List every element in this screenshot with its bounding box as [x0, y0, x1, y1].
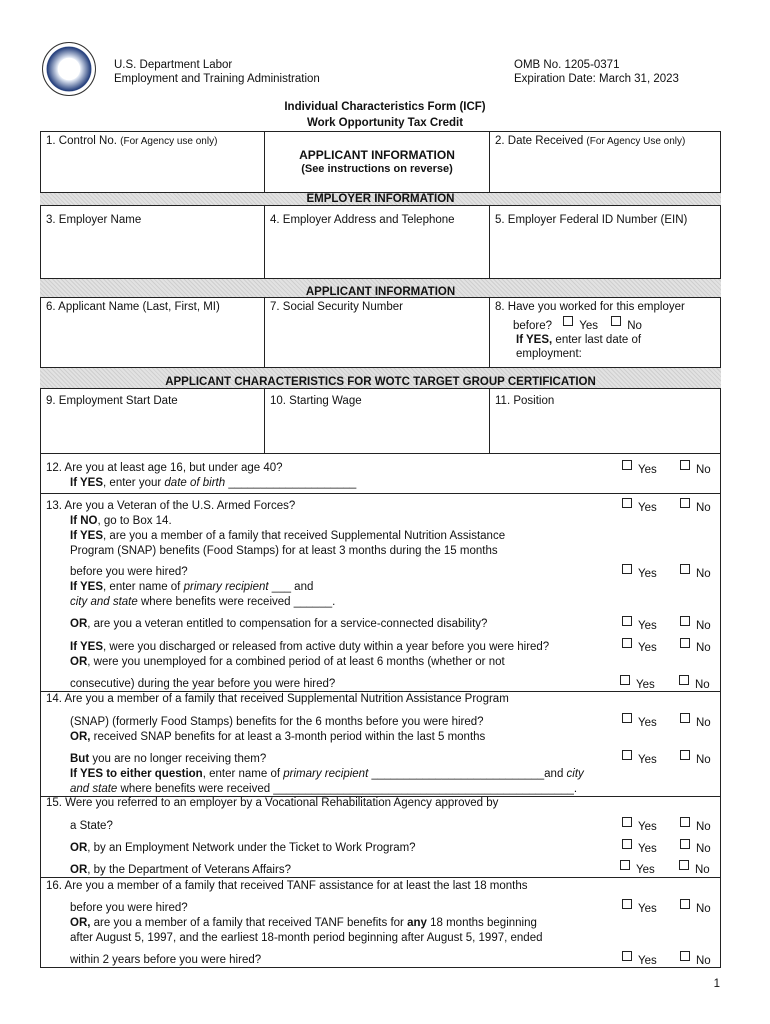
no-label: No — [696, 642, 711, 654]
worked-before-field — [490, 298, 720, 364]
position-label: 11. Position — [495, 395, 555, 407]
q13-disability-yes-checkbox[interactable] — [622, 619, 657, 633]
question-13 — [46, 499, 606, 559]
checkbox-icon — [622, 638, 632, 648]
checkbox-icon — [611, 316, 621, 326]
yes-label: Yes — [636, 679, 655, 691]
no-label: No — [695, 679, 710, 691]
question-13-part-2 — [46, 565, 606, 610]
question-15-state — [46, 819, 606, 834]
q12-text: 12. Are you at least age 16, but under age 40? — [46, 462, 283, 474]
yes-label: Yes — [638, 754, 657, 766]
start-date-field[interactable] — [41, 392, 263, 450]
checkbox-icon — [622, 713, 632, 723]
q16-or: OR, — [70, 917, 91, 929]
control-number-field[interactable] — [41, 132, 263, 190]
no-label: No — [696, 754, 711, 766]
q13-snap-text-2: Program (SNAP) benefits (Food Stamps) for at least 3 months during the 15 months — [70, 545, 498, 557]
q14-snap-no-checkbox[interactable] — [680, 716, 711, 730]
question-14 — [46, 692, 646, 707]
position-field[interactable] — [490, 392, 720, 450]
checkbox-icon — [680, 899, 690, 909]
wotc-band: APPLICANT CHARACTERISTICS FOR WOTC TARGET GROUP CERTIFICATION — [40, 367, 721, 389]
q13-unemployed-yes-checkbox[interactable] — [620, 678, 655, 692]
q15-a-state: a State? — [70, 820, 113, 832]
if-yes-label: If YES, — [516, 334, 553, 346]
no-label: No — [696, 955, 711, 967]
yes-label: Yes — [638, 568, 657, 580]
employer-ein-label: 5. Employer Federal ID Number (EIN) — [495, 214, 688, 226]
q15-ticket-yes-checkbox[interactable] — [622, 842, 657, 856]
date-received-field[interactable] — [490, 132, 720, 190]
question-14-part-3 — [46, 752, 646, 797]
checkbox-icon — [622, 750, 632, 760]
starting-wage-field[interactable] — [265, 392, 489, 450]
q13-discharge-no-checkbox[interactable] — [680, 641, 711, 655]
form-subtitle: Work Opportunity Tax Credit — [306, 117, 464, 129]
q13-snap-yes-checkbox[interactable] — [622, 567, 657, 581]
dol-seal-logo — [42, 42, 96, 96]
checkbox-icon — [680, 951, 690, 961]
q14-and-state: and state — [70, 783, 118, 795]
no-label: No — [696, 464, 711, 476]
checkbox-icon — [622, 817, 632, 827]
q14-and: ___________________________and — [371, 768, 564, 780]
no-label: No — [696, 903, 711, 915]
q13-snap-no-checkbox[interactable] — [680, 567, 711, 581]
question-16-part-3 — [46, 953, 606, 968]
applicant-info-title: APPLICANT INFORMATION — [299, 148, 455, 162]
q14-text: 14. Are you a member of a family that received Supplemental Nutrition Assistance Program — [46, 693, 509, 705]
q13-if-no: If NO — [70, 515, 98, 527]
employer-address-label: 4. Employer Address and Telephone — [270, 214, 455, 226]
department-name: U.S. Department Labor — [114, 59, 233, 71]
q16-months-text: 18 months beginning — [430, 917, 537, 929]
q14-city: city — [566, 768, 584, 780]
q16-within-no-checkbox[interactable] — [680, 954, 711, 968]
employer-name-label: 3. Employer Name — [46, 214, 142, 226]
page-number: 1 — [713, 978, 720, 990]
q13-veteran-yes-checkbox[interactable] — [622, 501, 657, 515]
q14-no-longer-no-checkbox[interactable] — [680, 753, 711, 767]
q12-yes-checkbox[interactable] — [622, 463, 657, 477]
checkbox-icon — [679, 860, 689, 870]
question-13-disability — [46, 617, 606, 632]
omb-info — [514, 58, 679, 86]
yes-label: Yes — [638, 717, 657, 729]
no-label: No — [696, 821, 711, 833]
no-label: No — [696, 568, 711, 580]
q13-disability-text: , are you a veteran entitled to compensation for a service-connected disability? — [87, 618, 488, 630]
q13-or-2: OR — [70, 656, 88, 668]
q14-no-longer: you are no longer receiving them? — [92, 753, 267, 765]
q13-discharge-text: , were you discharged or released from active duty within a year before you were hired? — [103, 641, 550, 653]
q13-if-yes-3: If YES — [70, 641, 104, 653]
yes-label: Yes — [638, 843, 657, 855]
q16-text: 16. Are you a member of a family that received TANF assistance for at least the last 18 months — [46, 880, 528, 892]
employer-name-field[interactable] — [41, 211, 263, 275]
q15-va-yes-checkbox[interactable] — [620, 863, 655, 877]
date-received-note: (For Agency Use only) — [586, 136, 686, 147]
checkbox-icon — [563, 316, 573, 326]
q15-va-no-checkbox[interactable] — [679, 863, 710, 877]
q12-no-checkbox[interactable] — [680, 463, 711, 477]
q15-ticket-no-checkbox[interactable] — [680, 842, 711, 856]
yes-label: Yes — [638, 821, 657, 833]
q15-va-text: , by the Department of Veterans Affairs? — [87, 864, 291, 876]
q14-enter-name: , enter name of — [202, 768, 281, 780]
no-label: No — [627, 320, 642, 332]
q14-if-yes: If YES to either question — [70, 768, 203, 780]
checkbox-icon — [622, 839, 632, 849]
q13-discharge-yes-checkbox[interactable] — [622, 641, 657, 655]
yes-label: Yes — [638, 620, 657, 632]
checkbox-icon — [680, 616, 690, 626]
checkbox-icon — [622, 564, 632, 574]
q15-state-yes-checkbox[interactable] — [622, 820, 657, 834]
applicant-info-heading — [265, 146, 489, 178]
q14-or: OR, — [70, 731, 91, 743]
checkbox-icon — [680, 750, 690, 760]
checkbox-icon — [622, 460, 632, 470]
checkbox-icon — [622, 498, 632, 508]
q13-or: OR — [70, 618, 88, 630]
checkbox-icon — [680, 460, 690, 470]
checkbox-icon — [680, 564, 690, 574]
no-label: No — [696, 620, 711, 632]
q13-unemployed-no-checkbox[interactable] — [679, 678, 710, 692]
applicant-name-label: 6. Applicant Name (Last, First, MI) — [46, 301, 220, 313]
q13-primary-recipient: primary recipient — [183, 581, 269, 593]
q14-no-longer-yes-checkbox[interactable] — [622, 753, 657, 767]
q13-unemployed-text: , were you unemployed for a combined period of at least 6 months (whether or not — [87, 656, 505, 668]
form-title: Individual Characteristics Form (ICF) — [284, 101, 486, 113]
q13-if-yes: If YES — [70, 530, 104, 542]
q13-city-state: city and state — [70, 596, 138, 608]
checkbox-icon — [620, 860, 630, 870]
q13-and: ___ and — [271, 581, 314, 593]
last-date-label: enter last date of — [555, 334, 642, 346]
employment-label: employment: — [516, 348, 582, 360]
q16-tanf-text: are you a member of a family that received TANF benefits for — [93, 917, 404, 929]
q14-but: But — [70, 753, 90, 765]
q14-received-text: received SNAP benefits for at least a 3-month period within the last 5 months — [93, 731, 486, 743]
q16-within-yes-checkbox[interactable] — [622, 954, 657, 968]
q12-dob-label: date of birth — [164, 477, 226, 489]
agency-header — [114, 58, 320, 86]
checkbox-icon — [679, 675, 689, 685]
q16-august-text: after August 5, 1997, and the earliest 18-month period beginning after August 5, 1997, ended — [70, 932, 543, 944]
q15-ticket-text: , by an Employment Network under the Ticket to Work Program? — [87, 842, 416, 854]
checkbox-icon — [680, 839, 690, 849]
q13-text: 13. Are you a Veteran of the U.S. Armed Forces? — [46, 500, 296, 512]
question-16-part-2 — [46, 901, 646, 946]
q12-dob-line[interactable]: ____________________ — [228, 477, 357, 489]
checkbox-icon — [620, 675, 630, 685]
question-12 — [46, 461, 606, 491]
question-13-consecutive — [46, 677, 606, 692]
q13-disability-no-checkbox[interactable] — [680, 619, 711, 633]
q13-if-yes-2: If YES — [70, 581, 104, 593]
q15-text: 15. Were you referred to an employer by a Vocational Rehabilitation Agency approved by — [46, 797, 499, 809]
checkbox-icon — [622, 616, 632, 626]
q13-where-received: where benefits were received ______. — [140, 596, 336, 608]
q12-enter: , enter your — [103, 477, 162, 489]
q12-if-yes: If YES — [70, 477, 104, 489]
q14-primary-recipient: primary recipient — [283, 768, 369, 780]
instructions-note: (See instructions on reverse) — [301, 163, 453, 175]
q13-snap-text: , are you a member of a family that received Supplemental Nutrition Assistance — [103, 530, 506, 542]
applicant-info-band: APPLICANT INFORMATION — [40, 278, 721, 298]
worked-before-no[interactable] — [611, 320, 642, 332]
yes-label: Yes — [636, 864, 655, 876]
yes-label: Yes — [638, 464, 657, 476]
checkbox-icon — [680, 817, 690, 827]
employer-ein-field[interactable] — [490, 211, 720, 275]
q15-state-no-checkbox[interactable] — [680, 820, 711, 834]
yes-label: Yes — [638, 955, 657, 967]
ssn-field[interactable] — [265, 298, 489, 364]
checkbox-icon — [680, 713, 690, 723]
question-15-ticket — [46, 841, 606, 856]
yes-label: Yes — [638, 502, 657, 514]
q16-within-2-years: within 2 years before you were hired? — [70, 954, 262, 966]
starting-wage-label: 10. Starting Wage — [270, 395, 362, 407]
question-13-discharge — [46, 640, 616, 670]
q13-veteran-no-checkbox[interactable] — [680, 501, 711, 515]
agency-name: Employment and Training Administration — [114, 73, 320, 85]
q16-tanf-yes-checkbox[interactable] — [622, 902, 657, 916]
checkbox-icon — [680, 498, 690, 508]
question-16 — [46, 879, 646, 894]
no-label: No — [696, 843, 711, 855]
worked-before-yes[interactable] — [563, 320, 598, 332]
q14-snap-yes-checkbox[interactable] — [622, 716, 657, 730]
no-label: No — [696, 502, 711, 514]
q14-where-received: where benefits were received _______________________________________________. — [120, 783, 578, 795]
yes-label: Yes — [638, 903, 657, 915]
control-number-note: (For Agency use only) — [120, 136, 218, 147]
employer-address-field[interactable] — [265, 211, 489, 275]
checkbox-icon — [680, 638, 690, 648]
control-number-label: 1. Control No. — [46, 135, 117, 147]
ssn-label: 7. Social Security Number — [270, 301, 403, 313]
q16-tanf-no-checkbox[interactable] — [680, 902, 711, 916]
date-received-label: 2. Date Received — [495, 135, 584, 147]
q13-before-hired: before you were hired? — [70, 566, 188, 578]
q16-before-hired: before you were hired? — [70, 902, 188, 914]
start-date-label: 9. Employment Start Date — [46, 395, 178, 407]
q15-or-2: OR — [70, 864, 88, 876]
question-14-part-2 — [46, 715, 606, 745]
question-15 — [46, 796, 646, 811]
omb-number: OMB No. 1205-0371 — [514, 59, 620, 71]
q13-enter-name: , enter name of — [103, 581, 181, 593]
employer-info-band: EMPLOYER INFORMATION — [40, 192, 721, 206]
expiration-date: Expiration Date: March 31, 2023 — [514, 73, 679, 85]
question-15-va — [46, 863, 606, 878]
no-label: No — [696, 717, 711, 729]
worked-before-question: before? — [513, 320, 553, 332]
yes-label: Yes — [579, 320, 598, 332]
q14-snap-text: (SNAP) (formerly Food Stamps) benefits for the 6 months before you were hired? — [70, 716, 484, 728]
worked-before-label: 8. Have you worked for this employer — [495, 301, 685, 313]
applicant-name-field[interactable] — [41, 298, 263, 364]
yes-label: Yes — [638, 642, 657, 654]
q13-go-to: , go to Box 14. — [97, 515, 172, 527]
q13-consecutive-text: consecutive) during the year before you were hired? — [70, 678, 336, 690]
checkbox-icon — [622, 899, 632, 909]
checkbox-icon — [622, 951, 632, 961]
no-label: No — [695, 864, 710, 876]
q16-any: any — [407, 917, 427, 929]
q15-or: OR — [70, 842, 88, 854]
